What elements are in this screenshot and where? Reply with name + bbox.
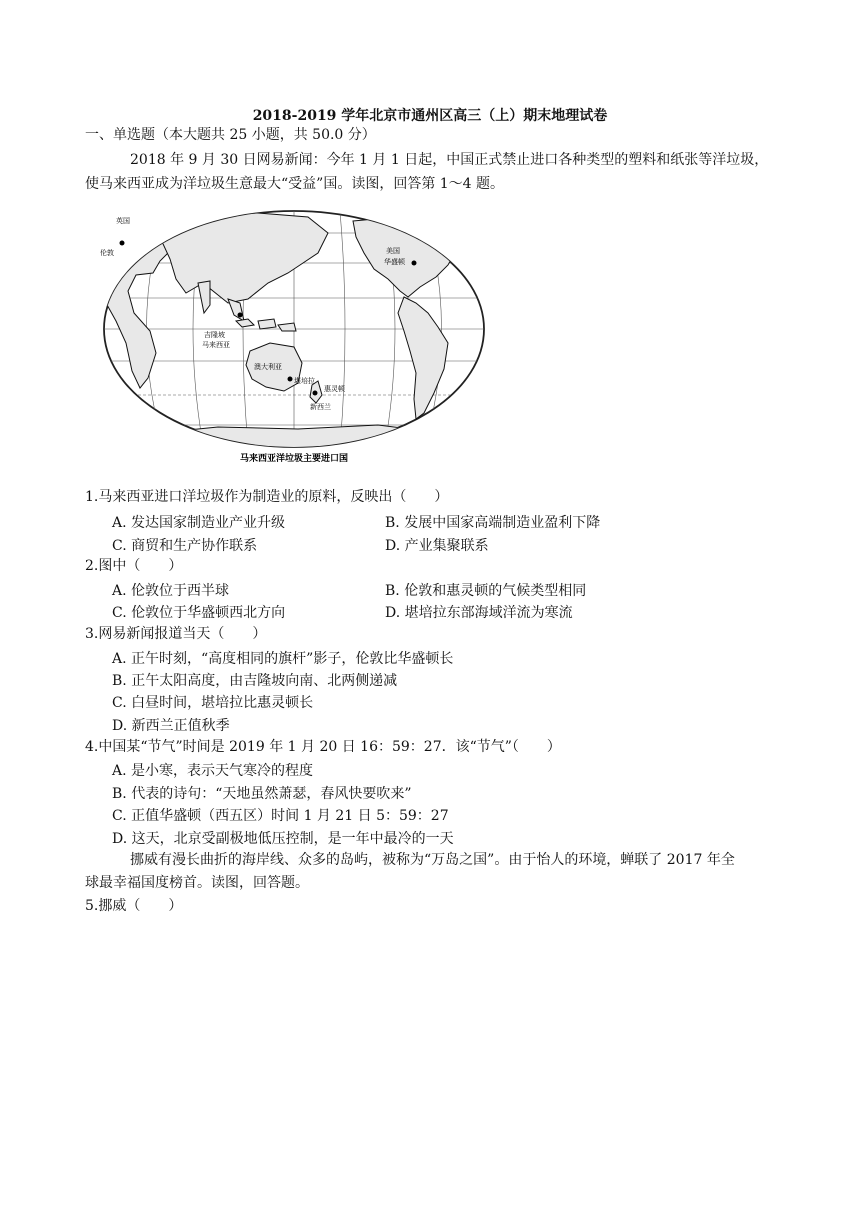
question-4-option-a[interactable]: A. 是小寒，表示天气寒冷的程度 — [112, 763, 314, 779]
washington-marker — [412, 261, 417, 266]
question-1-option-d[interactable]: D. 产业集聚联系 — [385, 538, 489, 554]
map-caption: 马来西亚洋垃圾主要进口国 — [239, 454, 349, 464]
london-marker — [120, 241, 125, 246]
question-3-stem: 3.网易新闻报道当天（ ） — [85, 626, 267, 642]
label-australia: 澳大利亚 — [254, 363, 282, 371]
label-kl: 吉隆坡 — [204, 331, 225, 339]
world-map-figure — [98, 203, 490, 465]
label-washington: 华盛顿 — [384, 258, 405, 266]
question-3-option-b[interactable]: B. 正午太阳高度，由吉隆坡向南、北两侧递减 — [112, 673, 398, 689]
intro2-paragraph-line: 球最幸福国度榜首。读图，回答题。 — [85, 875, 309, 891]
label-usa: 美国 — [386, 247, 400, 255]
intro-paragraph-line: 使马来西亚成为洋垃圾生意最大“受益”国。读图，回答第 1～4 题。 — [85, 176, 505, 192]
question-1-option-a[interactable]: A. 发达国家制造业产业升级 — [112, 515, 286, 531]
question-3-option-c[interactable]: C. 白昼时间，堪培拉比惠灵顿长 — [112, 695, 314, 711]
label-uk: 英国 — [116, 217, 130, 225]
question-4-option-d[interactable]: D. 这天，北京受副极地低压控制，是一年中最冷的一天 — [112, 831, 454, 847]
world-map-svg — [98, 203, 490, 465]
wellington-marker — [313, 391, 318, 396]
label-nz: 新西兰 — [310, 403, 331, 411]
question-1-option-b[interactable]: B. 发展中国家高端制造业盈利下降 — [385, 515, 601, 531]
question-2-option-c[interactable]: C. 伦敦位于华盛顿西北方向 — [112, 605, 286, 621]
question-4-option-c[interactable]: C. 正值华盛顿（西五区）时间 1 月 21 日 5：59：27 — [112, 808, 449, 824]
question-4-stem: 4.中国某“节气”时间是 2019 年 1 月 20 日 16：59：27．该“节气”（ ） — [85, 739, 561, 755]
canberra-marker — [288, 377, 293, 382]
kuala-lumpur-marker — [238, 313, 243, 318]
question-3-option-a[interactable]: A. 正午时刻，“高度相同的旗杆”影子，伦敦比华盛顿长 — [112, 651, 454, 667]
label-wellington: 惠灵顿 — [324, 385, 345, 393]
question-2-option-a[interactable]: A. 伦敦位于西半球 — [112, 583, 230, 599]
label-canberra: 堪培拉 — [294, 377, 315, 385]
page-title: 2018-2019 学年北京市通州区高三（上）期末地理试卷 — [252, 108, 608, 124]
question-5-stem: 5.挪威（ ） — [85, 898, 183, 914]
question-1-option-c[interactable]: C. 商贸和生产协作联系 — [112, 538, 258, 554]
intro-paragraph-line: 2018 年 9 月 30 日网易新闻：今年 1 月 1 日起，中国正式禁止进口各种类型的塑料和纸张等洋垃圾， — [130, 152, 769, 168]
question-2-stem: 2.图中（ ） — [85, 558, 183, 574]
question-2-option-b[interactable]: B. 伦敦和惠灵顿的气候类型相同 — [385, 583, 587, 599]
question-4-option-b[interactable]: B. 代表的诗句：“天地虽然萧瑟，春风快要吹来” — [112, 786, 412, 802]
question-3-option-d[interactable]: D. 新西兰正值秋季 — [112, 718, 230, 734]
label-malaysia: 马来西亚 — [202, 341, 230, 349]
intro2-paragraph-line: 挪威有漫长曲折的海岸线、众多的岛屿，被称为“万岛之国”。由于怡人的环境，蝉联了 2017 年全 — [130, 852, 735, 868]
section-heading: 一、单选题（本大题共 25 小题，共 50.0 分） — [85, 127, 376, 143]
question-2-option-d[interactable]: D. 堪培拉东部海域洋流为寒流 — [385, 605, 573, 621]
question-1-stem: 1.马来西亚进口洋垃圾作为制造业的原料，反映出（ ） — [85, 489, 449, 505]
label-london: 伦敦 — [100, 249, 114, 257]
